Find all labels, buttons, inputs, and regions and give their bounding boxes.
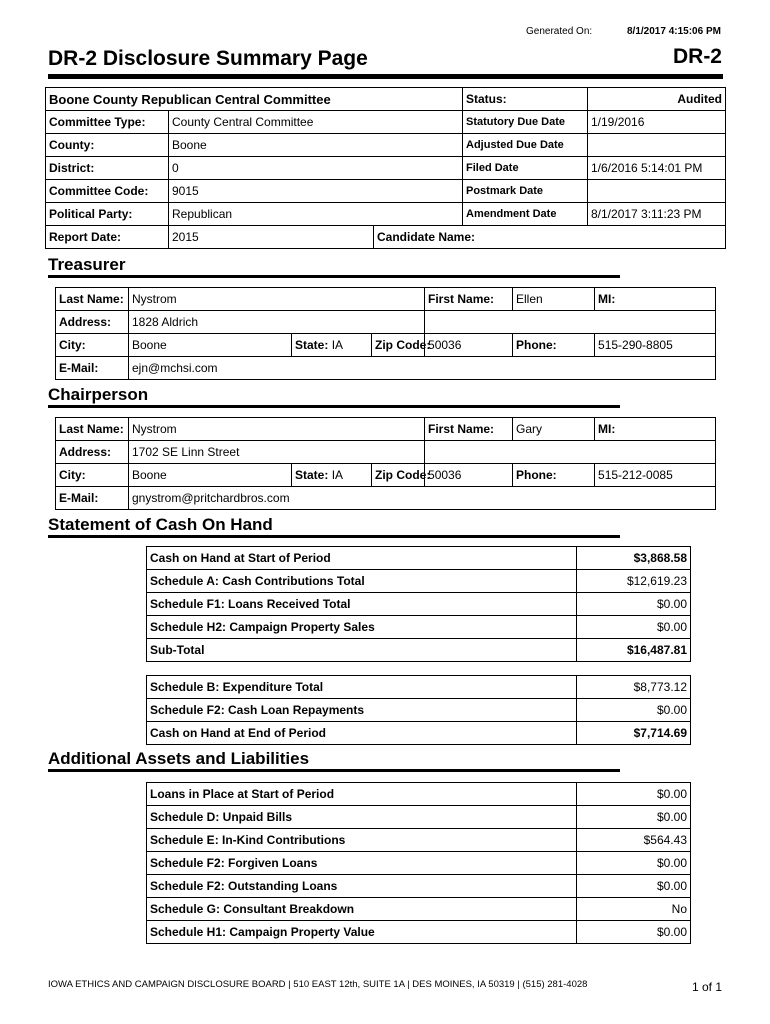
page-number: 1 of 1 — [691, 980, 722, 994]
county-label: County: — [46, 134, 169, 157]
chairperson-state: IA — [331, 468, 344, 482]
assets-rule — [48, 769, 620, 772]
county-value: Boone — [169, 134, 463, 157]
treasurer-address-label: Address: — [56, 311, 129, 334]
adjusted-due-value — [588, 134, 726, 157]
generated-on-value: 8/1/2017 4:15:06 PM — [627, 26, 721, 37]
table-row — [147, 806, 691, 829]
line-item-label: Schedule H1: Campaign Property Value — [147, 921, 577, 944]
table-row — [147, 829, 691, 852]
political-party-value: Republican — [169, 203, 463, 226]
table-row — [147, 722, 691, 745]
treasurer-last-name: Nystrom — [129, 288, 425, 311]
status-label: Status: — [463, 88, 588, 111]
table-row — [147, 898, 691, 921]
postmark-date-value — [588, 180, 726, 203]
chairperson-zip-label: Zip Code: — [372, 464, 425, 487]
line-item-value: $0.00 — [577, 921, 691, 944]
treasurer-address: 1828 Aldrich — [129, 311, 425, 334]
line-item-label: Schedule D: Unpaid Bills — [147, 806, 577, 829]
page-title: DR-2 Disclosure Summary Page — [48, 47, 368, 70]
form-code: DR-2 — [672, 45, 722, 68]
treasurer-rule — [48, 275, 620, 278]
treasurer-mi-label: MI: — [595, 288, 716, 311]
chairperson-table — [55, 417, 716, 510]
statutory-due-value: 1/19/2016 — [588, 111, 726, 134]
table-row — [147, 699, 691, 722]
line-item-label: Schedule H2: Campaign Property Sales — [147, 616, 577, 639]
cash-table-end — [146, 675, 691, 745]
line-item-value: No — [577, 898, 691, 921]
committee-type-label: Committee Type: — [46, 111, 169, 134]
amendment-date-label: Amendment Date — [463, 203, 588, 226]
line-item-value: $8,773.12 — [577, 676, 691, 699]
treasurer-state-cell — [292, 334, 372, 357]
chairperson-mi-label: MI: — [595, 418, 716, 441]
line-item-value: $0.00 — [577, 783, 691, 806]
footer-address: IOWA ETHICS AND CAMPAIGN DISCLOSURE BOARD | 510 EAST 12th, SUITE 1A | DES MOINES, IA 50319 | (515) 281-4028 — [48, 979, 588, 990]
line-item-label: Schedule A: Cash Contributions Total — [147, 570, 577, 593]
report-date-label: Report Date: — [46, 226, 169, 249]
line-item-label: Cash on Hand at Start of Period — [147, 547, 577, 570]
chairperson-heading: Chairperson — [48, 385, 149, 404]
chairperson-last-name: Nystrom — [129, 418, 425, 441]
treasurer-address-blank — [425, 311, 716, 334]
chairperson-city: Boone — [129, 464, 292, 487]
chairperson-first-name-label: First Name: — [425, 418, 513, 441]
treasurer-email: ejn@mchsi.com — [129, 357, 716, 380]
line-item-value: $0.00 — [577, 852, 691, 875]
line-item-value: $0.00 — [577, 875, 691, 898]
treasurer-zip: 50036 — [425, 334, 513, 357]
generated-on-label: Generated On: — [526, 26, 593, 37]
table-row — [147, 875, 691, 898]
chairperson-email: gnystrom@pritchardbros.com — [129, 487, 716, 510]
chairperson-state-label: State: — [295, 468, 329, 482]
assets-table — [146, 782, 691, 944]
treasurer-phone: 515-290-8805 — [595, 334, 716, 357]
line-item-value: $12,619.23 — [577, 570, 691, 593]
postmark-date-label: Postmark Date — [463, 180, 588, 203]
cash-table-start — [146, 546, 691, 662]
treasurer-city-label: City: — [56, 334, 129, 357]
line-item-value: $564.43 — [577, 829, 691, 852]
candidate-name-label: Candidate Name: — [374, 226, 726, 249]
table-row — [147, 570, 691, 593]
chairperson-email-label: E-Mail: — [56, 487, 129, 510]
treasurer-first-name: Ellen — [513, 288, 595, 311]
cash-rule — [48, 535, 620, 538]
treasurer-last-name-label: Last Name: — [56, 288, 129, 311]
chairperson-rule — [48, 405, 620, 408]
table-row — [147, 616, 691, 639]
chairperson-address: 1702 SE Linn Street — [129, 441, 425, 464]
title-rule — [48, 74, 723, 79]
report-date-value: 2015 — [169, 226, 374, 249]
line-item-value: $0.00 — [577, 616, 691, 639]
report-date-table — [45, 226, 726, 249]
treasurer-city: Boone — [129, 334, 292, 357]
line-item-label: Schedule E: In-Kind Contributions — [147, 829, 577, 852]
line-item-value: $7,714.69 — [577, 722, 691, 745]
chairperson-first-name: Gary — [513, 418, 595, 441]
treasurer-first-name-label: First Name: — [425, 288, 513, 311]
amendment-date-value: 8/1/2017 3:11:23 PM — [588, 203, 726, 226]
committee-info-table — [45, 87, 463, 226]
line-item-label: Schedule G: Consultant Breakdown — [147, 898, 577, 921]
line-item-value: $3,868.58 — [577, 547, 691, 570]
district-value: 0 — [169, 157, 463, 180]
chairperson-phone-label: Phone: — [513, 464, 595, 487]
table-row — [147, 921, 691, 944]
chairperson-address-blank — [425, 441, 716, 464]
chairperson-zip: 50036 — [425, 464, 513, 487]
chairperson-phone: 515-212-0085 — [595, 464, 716, 487]
status-value: Audited — [588, 88, 726, 111]
line-item-label: Schedule F2: Forgiven Loans — [147, 852, 577, 875]
line-item-label: Schedule F1: Loans Received Total — [147, 593, 577, 616]
treasurer-state-label: State: — [295, 338, 329, 352]
filed-date-value: 1/6/2016 5:14:01 PM — [588, 157, 726, 180]
table-row — [147, 676, 691, 699]
committee-type-value: County Central Committee — [169, 111, 463, 134]
committee-name: Boone County Republican Central Committee — [46, 88, 463, 111]
treasurer-phone-label: Phone: — [513, 334, 595, 357]
line-item-label: Sub-Total — [147, 639, 577, 662]
table-row — [147, 593, 691, 616]
filed-date-label: Filed Date — [463, 157, 588, 180]
committee-code-label: Committee Code: — [46, 180, 169, 203]
status-table — [462, 87, 726, 226]
line-item-label: Schedule F2: Cash Loan Repayments — [147, 699, 577, 722]
cash-heading: Statement of Cash On Hand — [48, 515, 273, 534]
treasurer-zip-label: Zip Code: — [372, 334, 425, 357]
treasurer-heading: Treasurer — [48, 255, 126, 274]
assets-heading: Additional Assets and Liabilities — [48, 749, 310, 768]
committee-code-value: 9015 — [169, 180, 463, 203]
line-item-value: $0.00 — [577, 699, 691, 722]
district-label: District: — [46, 157, 169, 180]
adjusted-due-label: Adjusted Due Date — [463, 134, 588, 157]
treasurer-email-label: E-Mail: — [56, 357, 129, 380]
line-item-label: Loans in Place at Start of Period — [147, 783, 577, 806]
line-item-label: Schedule F2: Outstanding Loans — [147, 875, 577, 898]
line-item-label: Cash on Hand at End of Period — [147, 722, 577, 745]
line-item-label: Schedule B: Expenditure Total — [147, 676, 577, 699]
line-item-value: $16,487.81 — [577, 639, 691, 662]
table-row — [147, 639, 691, 662]
table-row — [147, 547, 691, 570]
treasurer-state: IA — [331, 338, 344, 352]
political-party-label: Political Party: — [46, 203, 169, 226]
chairperson-state-cell — [292, 464, 372, 487]
chairperson-last-name-label: Last Name: — [56, 418, 129, 441]
treasurer-table — [55, 287, 716, 380]
line-item-value: $0.00 — [577, 593, 691, 616]
table-row — [147, 783, 691, 806]
line-item-value: $0.00 — [577, 806, 691, 829]
chairperson-city-label: City: — [56, 464, 129, 487]
table-row — [147, 852, 691, 875]
chairperson-address-label: Address: — [56, 441, 129, 464]
statutory-due-label: Statutory Due Date — [463, 111, 588, 134]
